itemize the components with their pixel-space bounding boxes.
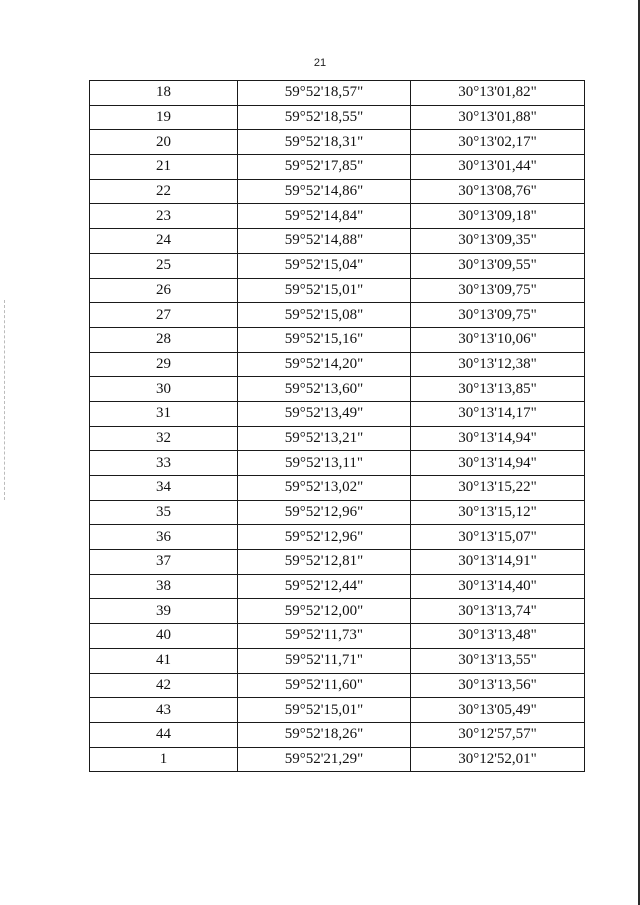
longitude-cell: 30°13'01,82" <box>411 81 585 106</box>
latitude-cell: 59°52'15,16" <box>238 327 411 352</box>
table-row <box>90 525 585 550</box>
latitude-cell: 59°52'18,26" <box>238 722 411 747</box>
point-number-cell: 42 <box>90 673 238 698</box>
table-row <box>90 105 585 130</box>
point-number-cell: 20 <box>90 130 238 155</box>
point-number-cell: 19 <box>90 105 238 130</box>
latitude-cell: 59°52'12,96" <box>238 500 411 525</box>
table-row <box>90 476 585 501</box>
longitude-cell: 30°13'14,17" <box>411 401 585 426</box>
point-number-cell: 1 <box>90 747 238 772</box>
latitude-cell: 59°52'21,29" <box>238 747 411 772</box>
point-number-cell: 30 <box>90 377 238 402</box>
table-row <box>90 130 585 155</box>
table-row <box>90 451 585 476</box>
latitude-cell: 59°52'12,44" <box>238 574 411 599</box>
point-number-cell: 18 <box>90 81 238 106</box>
coordinates-table <box>89 80 585 772</box>
latitude-cell: 59°52'12,00" <box>238 599 411 624</box>
point-number-cell: 36 <box>90 525 238 550</box>
longitude-cell: 30°13'15,07" <box>411 525 585 550</box>
table-row <box>90 229 585 254</box>
table-row <box>90 599 585 624</box>
point-number-cell: 26 <box>90 278 238 303</box>
longitude-cell: 30°13'15,12" <box>411 500 585 525</box>
longitude-cell: 30°13'14,94" <box>411 451 585 476</box>
table-row <box>90 303 585 328</box>
table-row <box>90 624 585 649</box>
latitude-cell: 59°52'12,96" <box>238 525 411 550</box>
latitude-cell: 59°52'13,21" <box>238 426 411 451</box>
table-row <box>90 574 585 599</box>
latitude-cell: 59°52'15,01" <box>238 698 411 723</box>
longitude-cell: 30°13'08,76" <box>411 179 585 204</box>
point-number-cell: 28 <box>90 327 238 352</box>
latitude-cell: 59°52'13,11" <box>238 451 411 476</box>
point-number-cell: 40 <box>90 624 238 649</box>
latitude-cell: 59°52'18,31" <box>238 130 411 155</box>
point-number-cell: 31 <box>90 401 238 426</box>
table-row <box>90 500 585 525</box>
latitude-cell: 59°52'15,01" <box>238 278 411 303</box>
point-number-cell: 33 <box>90 451 238 476</box>
point-number-cell: 44 <box>90 722 238 747</box>
point-number-cell: 43 <box>90 698 238 723</box>
longitude-cell: 30°12'57,57" <box>411 722 585 747</box>
latitude-cell: 59°52'14,86" <box>238 179 411 204</box>
table-row <box>90 352 585 377</box>
latitude-cell: 59°52'15,04" <box>238 253 411 278</box>
table-row <box>90 550 585 575</box>
point-number-cell: 37 <box>90 550 238 575</box>
table-row <box>90 401 585 426</box>
table-row <box>90 327 585 352</box>
table-row <box>90 673 585 698</box>
table-row <box>90 648 585 673</box>
longitude-cell: 30°13'13,74" <box>411 599 585 624</box>
table-row <box>90 426 585 451</box>
longitude-cell: 30°13'13,85" <box>411 377 585 402</box>
table-row <box>90 722 585 747</box>
point-number-cell: 22 <box>90 179 238 204</box>
latitude-cell: 59°52'13,49" <box>238 401 411 426</box>
longitude-cell: 30°13'13,56" <box>411 673 585 698</box>
longitude-cell: 30°13'13,48" <box>411 624 585 649</box>
table-row <box>90 278 585 303</box>
scan-edge-left <box>4 300 5 500</box>
table-row <box>90 377 585 402</box>
table-row <box>90 747 585 772</box>
longitude-cell: 30°13'09,55" <box>411 253 585 278</box>
longitude-cell: 30°13'02,17" <box>411 130 585 155</box>
point-number-cell: 27 <box>90 303 238 328</box>
point-number-cell: 29 <box>90 352 238 377</box>
longitude-cell: 30°13'09,75" <box>411 303 585 328</box>
point-number-cell: 38 <box>90 574 238 599</box>
longitude-cell: 30°13'13,55" <box>411 648 585 673</box>
longitude-cell: 30°13'09,35" <box>411 229 585 254</box>
latitude-cell: 59°52'13,60" <box>238 377 411 402</box>
point-number-cell: 21 <box>90 155 238 180</box>
point-number-cell: 41 <box>90 648 238 673</box>
longitude-cell: 30°13'09,18" <box>411 204 585 229</box>
latitude-cell: 59°52'14,88" <box>238 229 411 254</box>
longitude-cell: 30°12'52,01" <box>411 747 585 772</box>
longitude-cell: 30°13'12,38" <box>411 352 585 377</box>
latitude-cell: 59°52'11,73" <box>238 624 411 649</box>
longitude-cell: 30°13'05,49" <box>411 698 585 723</box>
latitude-cell: 59°52'12,81" <box>238 550 411 575</box>
longitude-cell: 30°13'10,06" <box>411 327 585 352</box>
point-number-cell: 23 <box>90 204 238 229</box>
table-row <box>90 698 585 723</box>
longitude-cell: 30°13'01,88" <box>411 105 585 130</box>
latitude-cell: 59°52'15,08" <box>238 303 411 328</box>
latitude-cell: 59°52'11,60" <box>238 673 411 698</box>
point-number-cell: 39 <box>90 599 238 624</box>
longitude-cell: 30°13'01,44" <box>411 155 585 180</box>
longitude-cell: 30°13'14,91" <box>411 550 585 575</box>
longitude-cell: 30°13'09,75" <box>411 278 585 303</box>
page-number: 21 <box>313 57 327 69</box>
longitude-cell: 30°13'14,40" <box>411 574 585 599</box>
latitude-cell: 59°52'11,71" <box>238 648 411 673</box>
latitude-cell: 59°52'13,02" <box>238 476 411 501</box>
coordinates-table-body <box>90 81 585 772</box>
table-row <box>90 253 585 278</box>
latitude-cell: 59°52'14,20" <box>238 352 411 377</box>
longitude-cell: 30°13'14,94" <box>411 426 585 451</box>
latitude-cell: 59°52'14,84" <box>238 204 411 229</box>
table-row <box>90 155 585 180</box>
point-number-cell: 34 <box>90 476 238 501</box>
table-row <box>90 204 585 229</box>
point-number-cell: 25 <box>90 253 238 278</box>
point-number-cell: 24 <box>90 229 238 254</box>
point-number-cell: 32 <box>90 426 238 451</box>
table-row <box>90 81 585 106</box>
latitude-cell: 59°52'18,55" <box>238 105 411 130</box>
table-row <box>90 179 585 204</box>
longitude-cell: 30°13'15,22" <box>411 476 585 501</box>
latitude-cell: 59°52'18,57" <box>238 81 411 106</box>
point-number-cell: 35 <box>90 500 238 525</box>
latitude-cell: 59°52'17,85" <box>238 155 411 180</box>
